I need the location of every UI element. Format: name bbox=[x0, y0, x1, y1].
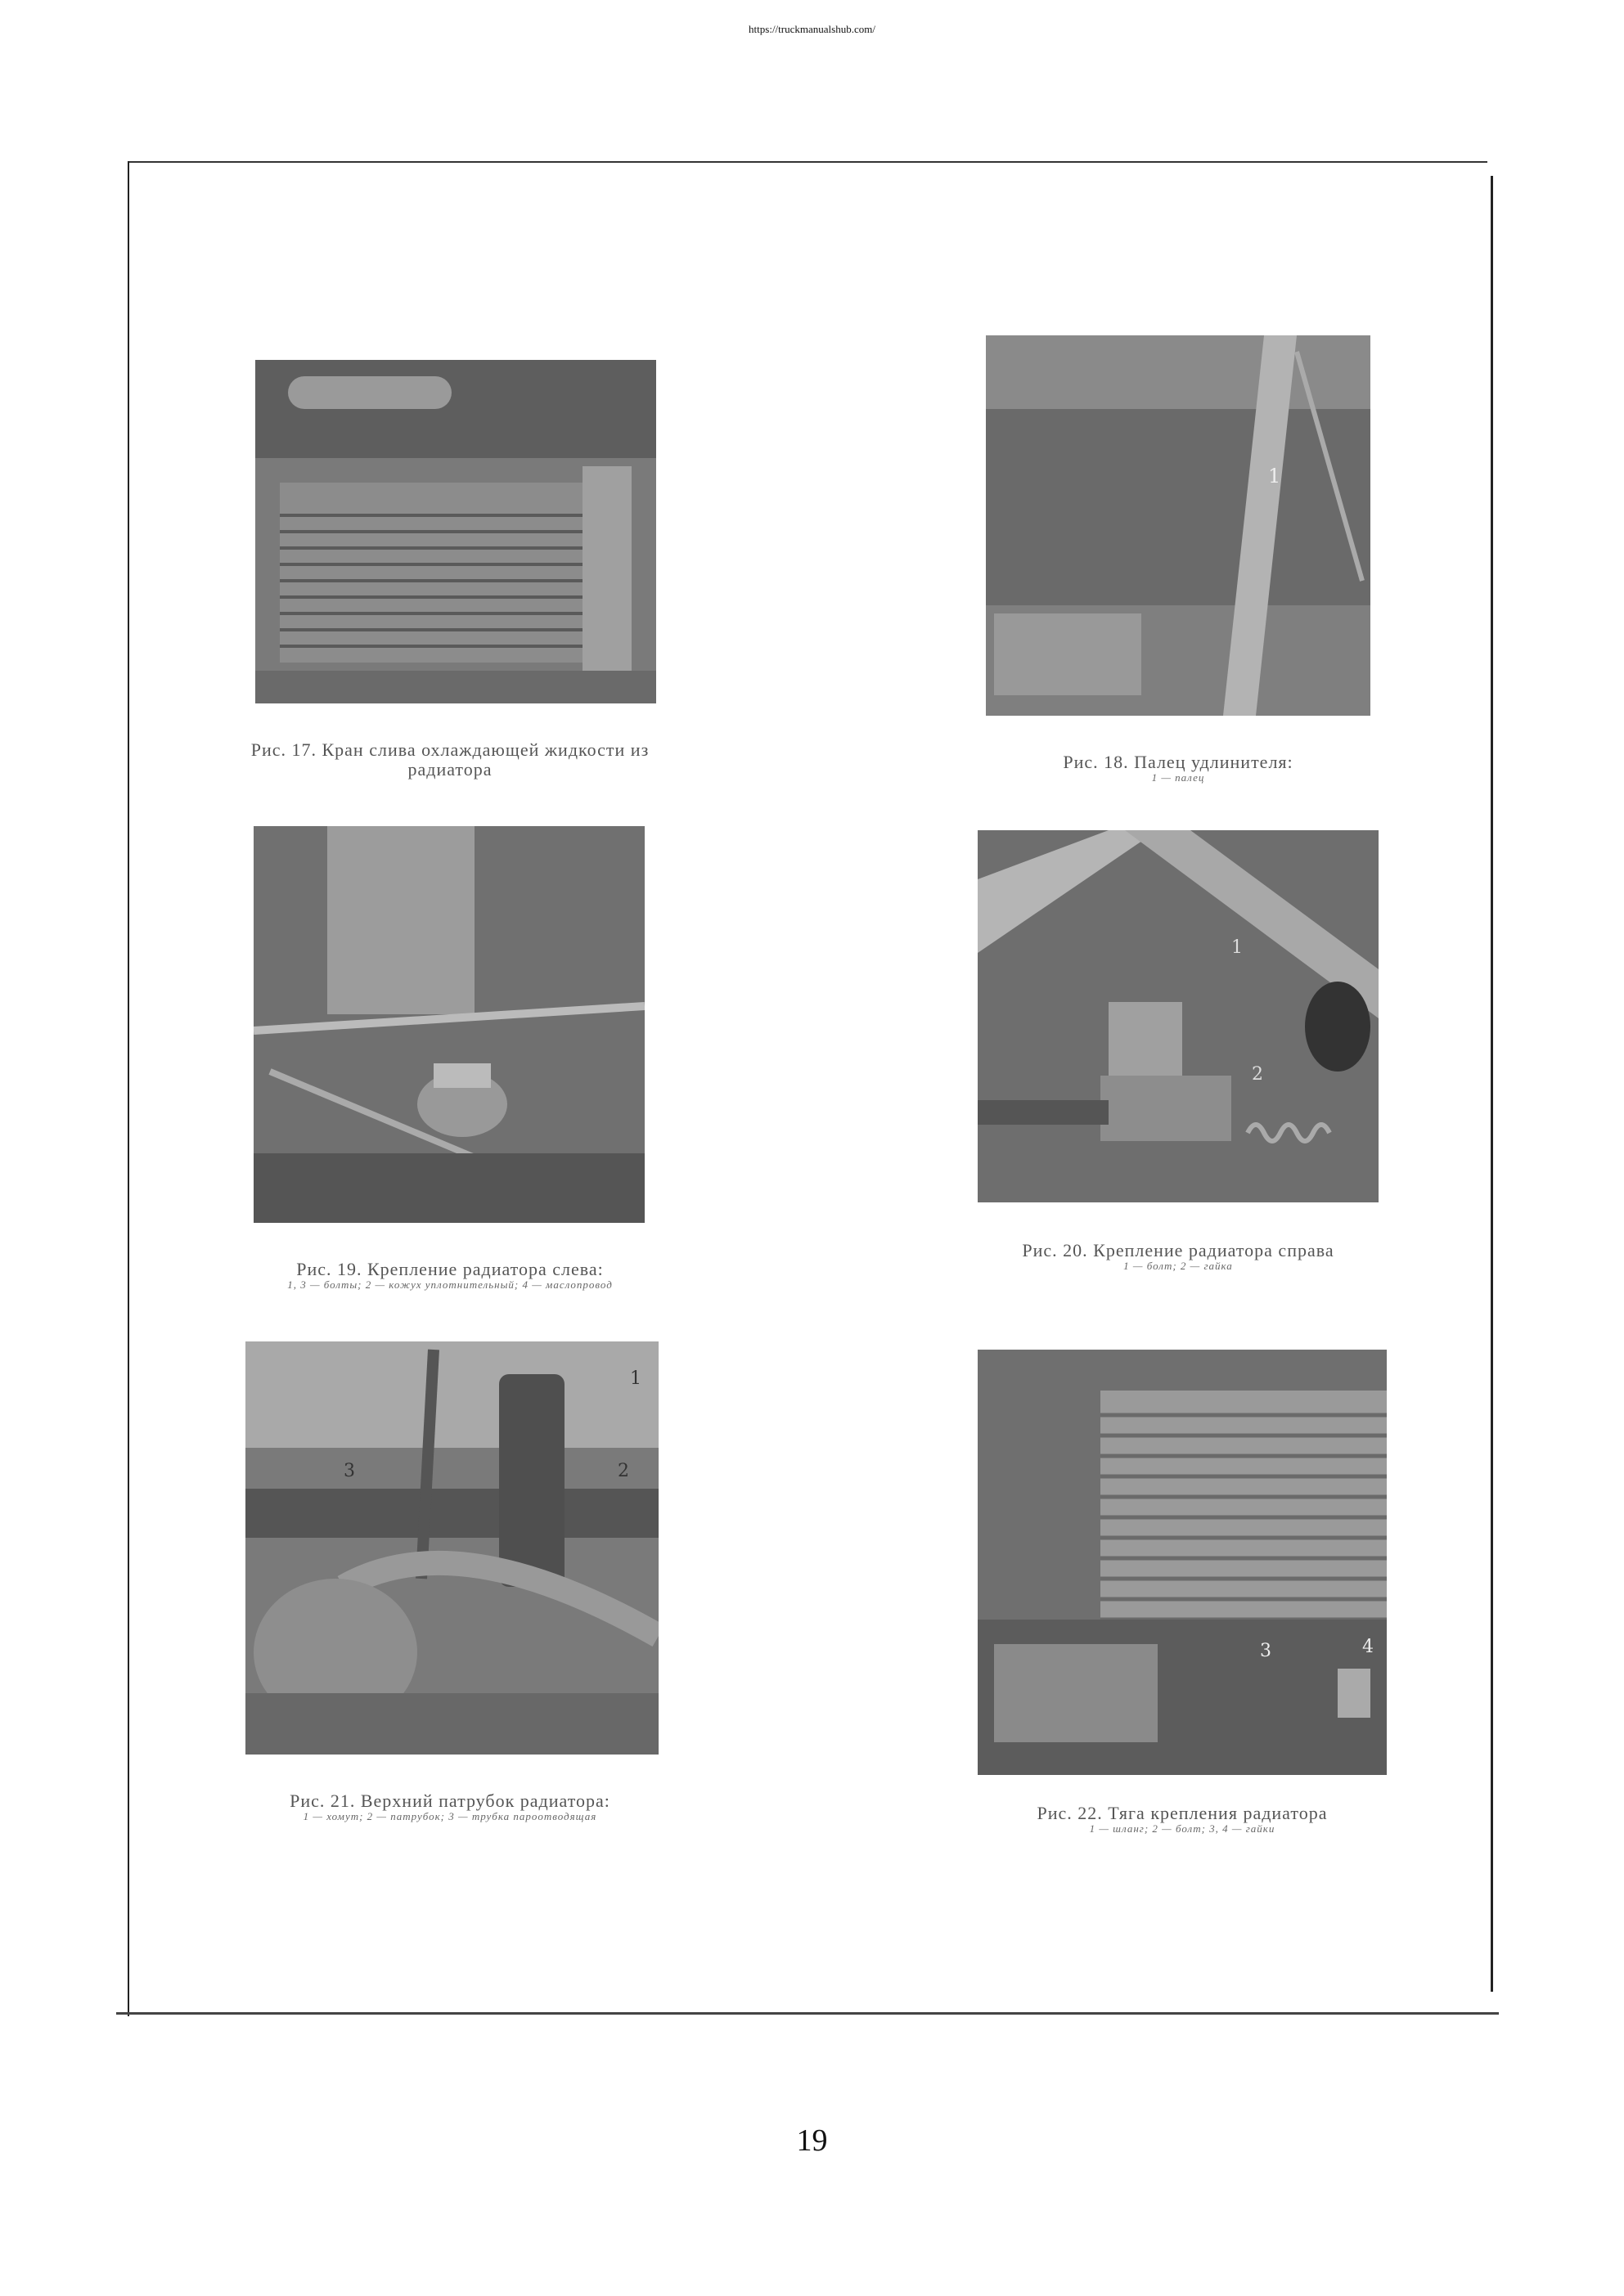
figure-20-title: Рис. 20. Крепление радиатора справа bbox=[1022, 1240, 1334, 1260]
figure-22-callout-4: 4 bbox=[1362, 1637, 1374, 1657]
figure-21-legend: 1 — хомут; 2 — патрубок; 3 — трубка пароотводящая bbox=[303, 1810, 597, 1823]
figure-19-title: Рис. 19. Крепление радиатора слева: bbox=[296, 1259, 604, 1279]
figure-18-title: Рис. 18. Палец удлинителя: bbox=[1063, 752, 1293, 772]
frame-left-rule bbox=[128, 161, 129, 2016]
figure-21-caption bbox=[229, 1791, 671, 1822]
figure-22-title: Рис. 22. Тяга крепления радиатора bbox=[1037, 1803, 1328, 1823]
figure-18-photo bbox=[986, 335, 1370, 716]
figure-22-photo bbox=[978, 1350, 1387, 1775]
figure-18-callout-1: 1 bbox=[1268, 465, 1281, 488]
figure-19-caption bbox=[229, 1260, 671, 1291]
figure-19-photo bbox=[254, 826, 645, 1223]
figure-18-caption bbox=[982, 753, 1374, 784]
figure-20-caption bbox=[969, 1241, 1387, 1272]
figure-21-title: Рис. 21. Верхний патрубок радиатора: bbox=[290, 1791, 610, 1811]
figure-21-callout-1: 1 bbox=[630, 1368, 641, 1389]
frame-right-rule bbox=[1491, 176, 1493, 1992]
figure-20-legend: 1 — болт; 2 — гайка bbox=[1123, 1260, 1233, 1273]
figure-20-photo bbox=[978, 830, 1379, 1202]
figure-19-legend: 1, 3 — болты; 2 — кожух уплотнительный; 4 — маслопровод bbox=[287, 1278, 613, 1292]
figure-20-callout-2: 2 bbox=[1252, 1064, 1263, 1085]
figure-21-callout-3: 3 bbox=[344, 1461, 355, 1481]
frame-bottom-rule bbox=[116, 2012, 1499, 2015]
figure-17-photo bbox=[255, 360, 656, 703]
figure-22-callout-3: 3 bbox=[1260, 1641, 1271, 1661]
figure-22-caption bbox=[969, 1804, 1395, 1835]
frame-top-rule bbox=[129, 161, 1487, 163]
figure-21-photo bbox=[245, 1341, 659, 1755]
figure-18-legend: 1 — палец bbox=[1151, 771, 1205, 784]
figure-17-title: Рис. 17. Кран слива охлаждающей жидкости из радиатора bbox=[250, 739, 650, 780]
source-url[interactable]: https://truckmanualshub.com/ bbox=[749, 23, 875, 35]
figure-17-caption bbox=[229, 740, 671, 780]
figure-22-legend: 1 — шланг; 2 — болт; 3, 4 — гайки bbox=[1089, 1822, 1275, 1835]
figure-20-callout-1: 1 bbox=[1231, 937, 1243, 958]
page-number: 19 bbox=[796, 2123, 828, 2158]
figure-21-callout-2: 2 bbox=[618, 1461, 629, 1481]
